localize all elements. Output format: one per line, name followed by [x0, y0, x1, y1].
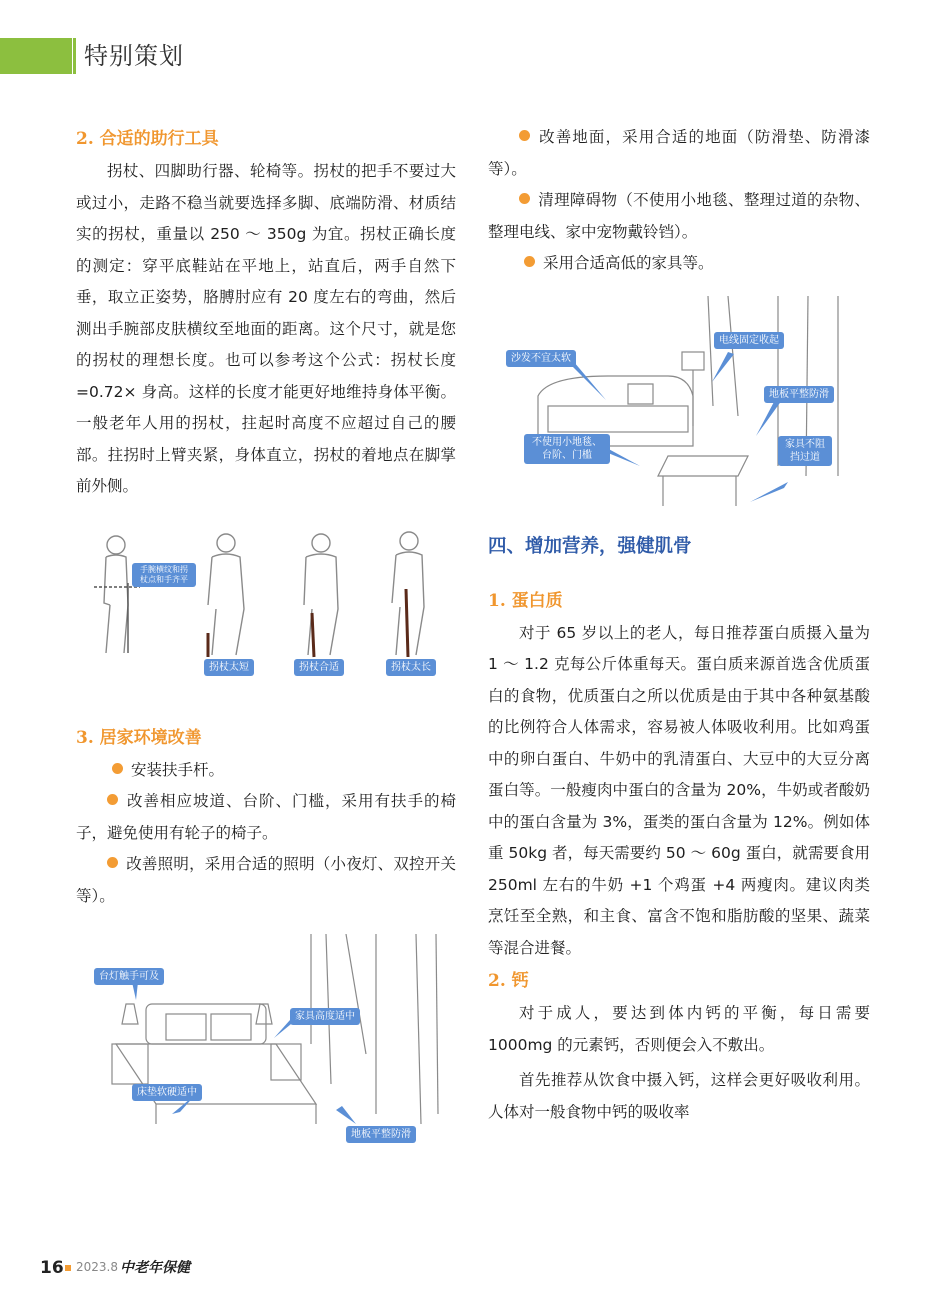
callout-mattress: 床垫软硬适中 [132, 1084, 202, 1101]
page-number: 16 [40, 1258, 64, 1278]
bullet-dot-icon [107, 857, 118, 868]
paragraph-calcium-1: 对于成人，要达到体内钙的平衡，每日需要 1000mg 的元素钙，否则便会入不敷出。 [488, 1004, 870, 1054]
header-divider [73, 38, 76, 74]
bullet-lighting: 改善照明，采用合适的照明（小夜灯、双控开关等）。 [76, 855, 456, 905]
heading-home-environment: 3. 居家环境改善 [76, 727, 202, 748]
issue-date: 2023.8 [76, 1260, 118, 1274]
callout-cane-too-short: 拐杖太短 [204, 659, 254, 676]
callout-lamp-reachable: 台灯触手可及 [94, 968, 164, 985]
bullet-dot-icon [107, 794, 118, 805]
right-column [488, 122, 870, 1128]
callout-wrist-level: 手腕横纹和拐杖点和手齐平 [132, 563, 196, 587]
callout-cords: 电线固定收起 [714, 332, 784, 349]
cane-figures-drawing [76, 525, 456, 715]
callout-floor-bedroom: 地板平整防滑 [346, 1126, 416, 1143]
section-title: 特别策划 [84, 42, 184, 70]
paragraph-protein: 对于 65 岁以上的老人，每日推荐蛋白质摄入量为 1 ～ 1.2 克每公斤体重每天。蛋白质来源首选含优质蛋白的食物，优质蛋白之所以优质是由于其中各种氨基酸的比例符合人体需求，容易被人体吸收利用。比如鸡蛋中的卵白蛋白、牛奶中的乳清蛋白、大豆中的大豆分离蛋白等。一般瘦肉中蛋白的含量为 20%，牛奶或者酸奶中的蛋白含量为 3%，蛋类的蛋白含量为 12%。例如体重 50kg 者，每天需要约 50 ～ 60g 蛋白，就需要食用 250ml 左右的牛奶 +1 个鸡蛋 +4 两瘦肉。建议肉类烹饪至全熟，和主食、富含不饱和脂肪酸的坚果、蔬菜等混合进餐。 [488, 623, 870, 957]
heading-protein: 1. 蛋白质 [488, 590, 563, 611]
footer-dot-icon [65, 1265, 71, 1271]
callout-furniture-height: 家具高度适中 [290, 1008, 360, 1025]
callout-sofa: 沙发不宜太软 [506, 350, 576, 367]
callout-cane-right: 拐杖合适 [294, 659, 344, 676]
bullet-furniture-height: 采用合适高低的家具等。 [488, 248, 870, 280]
callout-cane-too-long: 拐杖太长 [386, 659, 436, 676]
bullet-floor: 改善地面，采用合适的地面（防滑垫、防滑漆等）。 [488, 128, 870, 178]
callout-no-rugs: 不使用小地毯、台阶、门槛 [524, 434, 610, 464]
living-room-illustration [488, 296, 870, 518]
bedroom-illustration [76, 934, 456, 1164]
header-color-bar [0, 38, 72, 74]
bullet-dot-icon [519, 193, 530, 204]
heading-calcium: 2. 钙 [488, 971, 529, 991]
callout-floor-room: 地板平整防滑 [764, 386, 834, 403]
heading-walking-aids: 2. 合适的助行工具 [76, 129, 219, 149]
bullet-dot-icon [112, 763, 123, 774]
living-room-drawing [488, 296, 868, 518]
paragraph-walking-aids: 拐杖、四脚助行器、轮椅等。拐杖的把手不要过大或过小，走路不稳当就要选择多脚、底端防滑、材质结实的拐杖，重量以 250 ～ 350g 为宜。拐杖正确长度的测定：穿平底鞋站在平地上，站直后，两手自然下垂，取立正姿势，胳膊肘应有 20 度左右的弯曲，然后测出手腕部皮肤横纹至地面的距离。这个尺寸，就是您的拐杖的理想长度。也可以参考这个公式：拐杖长度 =0.72× 身高。这样的长度才能更好地维持身体平衡。一般老年人用的拐杖，拄起时高度不应超过自己的腰部。拄拐时上臂夹紧，身体直立，拐杖的着地点在脚掌前外侧。 [76, 162, 456, 495]
heading-nutrition: 四、增加营养，强健肌骨 [488, 535, 692, 557]
bullet-handrail: 安装扶手杆。 [76, 755, 456, 787]
bullet-dot-icon [519, 130, 530, 141]
cane-illustration [76, 525, 456, 715]
callout-aisle: 家具不阻挡过道 [778, 436, 832, 466]
magazine-title: 中老年保健 [120, 1260, 190, 1276]
bullet-ramps-chairs: 改善相应坡道、台阶、门槛，采用有扶手的椅子，避免使用有轮子的椅子。 [76, 792, 456, 842]
bullet-dot-icon [524, 256, 535, 267]
left-column [76, 122, 456, 1164]
paragraph-calcium-2: 首先推荐从饮食中摄入钙，这样会更好吸收利用。人体对一般食物中钙的吸收率 [488, 1071, 870, 1121]
bullet-obstacles: 清理障碍物（不使用小地毯、整理过道的杂物、整理电线、家中宠物戴铃铛）。 [488, 191, 870, 241]
